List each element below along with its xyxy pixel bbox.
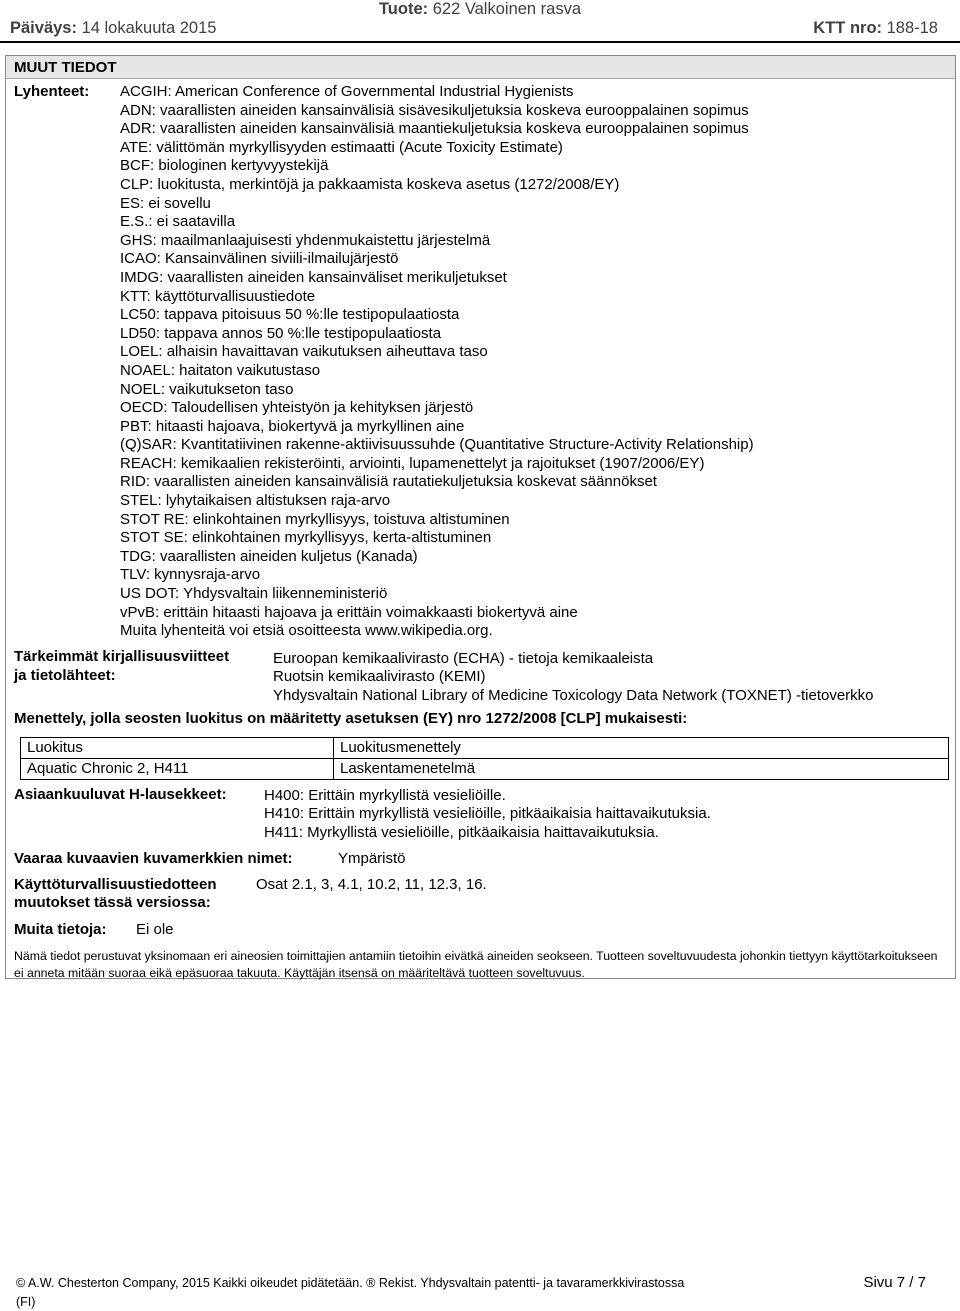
abbreviation-item: KTT: käyttöturvallisuustiedote (120, 287, 316, 305)
abbreviation-item: NOEL: vaikutukseton taso (120, 380, 294, 398)
copyright-text: © A.W. Chesterton Company, 2015 Kaikki oikeudet pidätetään. ® Rekist. Yhdysvaltain patentti- ja tavaramerkkivirastossa (16, 1276, 685, 1290)
ktt-line (813, 19, 938, 38)
abbreviation-item: Muita lyhenteitä voi etsiä osoitteesta www.wikipedia.org. (120, 622, 493, 640)
abbreviations-label: Lyhenteet: (14, 83, 90, 100)
product-label: Tuote: (378, 0, 429, 18)
table-row (21, 759, 949, 780)
abbreviation-item: ICAO: Kansainvälinen siviili-ilmailujärjestö (120, 250, 399, 268)
pictogram-label: Vaaraa kuvaavien kuvamerkkien nimet: (14, 850, 293, 867)
product-line (0, 0, 960, 19)
abbreviation-item: LC50: tappava pitoisuus 50 %:lle testipopulaatiosta (120, 306, 460, 324)
abbreviation-item: TDG: vaarallisten aineiden kuljetus (Kanada) (120, 547, 418, 565)
abbreviation-item: PBT: hitaasti hajoava, biokertyvä ja myrkyllinen aine (120, 417, 465, 435)
abbreviation-item: US DOT: Yhdysvaltain liikenneministeriö (120, 585, 388, 603)
reference-item: Ruotsin kemikaalivirasto (KEMI) (273, 668, 486, 686)
table-cell-method: Laskentamenetelmä (334, 759, 949, 780)
date-value: 14 lokakuuta 2015 (81, 19, 217, 37)
abbreviation-item: BCF: biologinen kertyvyystekijä (120, 157, 329, 175)
other-info-value: Ei ole (136, 921, 174, 938)
pictogram-value: Ympäristö (338, 850, 406, 867)
abbreviation-item: LOEL: alhaisin havaittavan vaikutuksen aiheuttava taso (120, 343, 488, 361)
abbreviation-item: IMDG: vaarallisten aineiden kansainväliset merikuljetukset (120, 268, 507, 286)
abbreviation-item: ADN: vaarallisten aineiden kansainvälisiä sisävesikuljetuksia koskeva eurooppalainen sopimus (120, 101, 749, 119)
abbreviation-item: ES: ei sovellu (120, 194, 211, 212)
section-title-bar (6, 56, 955, 79)
classification-table (20, 737, 949, 780)
h-statement: H400: Erittäin myrkyllistä vesieliöille. (264, 787, 506, 804)
ktt-label: KTT nro: (813, 19, 883, 37)
references-list (273, 650, 874, 705)
date-line (10, 19, 216, 38)
abbreviation-item: CLP: luokitusta, merkintöjä ja pakkaamista koskeva asetus (1272/2008/EY) (120, 175, 620, 193)
abbreviation-item: ADR: vaarallisten aineiden kansainvälisiä maantiekuljetuksia koskeva eurooppalainen sopimus (120, 120, 749, 138)
ktt-value: 188-18 (886, 19, 938, 37)
disclaimer-text: Nämä tiedot perustuvat yksinomaan eri aineosien toimittajien antamiin tietoihin eivätkä aineiden seokseen. Tuotteen soveltuvuudesta johonkin tiettyyn käyttötarkoitukseen ei anneta mitään suoraa eikä epäsuoraa takuuta. Käyttäjän itsensä on määriteltävä tuotteen soveltuvuus. (14, 949, 938, 980)
abbreviation-item: STOT RE: elinkohtainen myrkyllisyys, toistuva altistuminen (120, 510, 510, 528)
abbreviation-item: TLV: kynnysraja-arvo (120, 566, 261, 584)
table-header-classification: Luokitus (21, 738, 334, 759)
h-statements-list (264, 787, 711, 842)
references-label-line1: Tärkeimmät kirjallisuusviitteet (14, 648, 230, 665)
table-header-row (21, 738, 949, 759)
abbreviation-item: REACH: kemikaalien rekisteröinti, arviointi, lupamenettelyt ja rajoitukset (1907/2006/EY) (120, 454, 705, 472)
abbreviation-item: GHS: maailmanlaajuisesti yhdenmukaistettu järjestelmä (120, 231, 491, 249)
classification-method-heading: Menettely, jolla seosten luokitus on määritetty asetuksen (EY) nro 1272/2008 [CLP] mukaisesti: (14, 710, 688, 727)
product-value: 622 Valkoinen rasva (432, 0, 582, 18)
page-number: Sivu 7 / 7 (863, 1274, 926, 1291)
reference-item: Yhdysvaltain National Library of Medicine Toxicology Data Network (TOXNET) -tietoverkko (273, 686, 874, 704)
table-cell-classification: Aquatic Chronic 2, H411 (21, 759, 334, 780)
abbreviation-item: (Q)SAR: Kvantitatiivinen rakenne-aktiivisuussuhde (Quantitative Structure-Activity Relationship) (120, 436, 754, 454)
abbreviation-item: NOAEL: haitaton vaikutustaso (120, 361, 321, 379)
changes-label-line2: muutokset tässä versiossa: (14, 894, 211, 911)
abbreviation-item: OECD: Taloudellisen yhteistyön ja kehityksen järjestö (120, 399, 474, 417)
section-title: MUUT TIEDOT (14, 59, 117, 76)
abbreviation-item: ATE: välittömän myrkyllisyyden estimaatti (Acute Toxicity Estimate) (120, 138, 563, 156)
changes-label-line1: Käyttöturvallisuustiedotteen (14, 876, 217, 893)
abbreviation-item: ACGIH: American Conference of Governmental Industrial Hygienists (120, 83, 574, 100)
h-statement: H410: Erittäin myrkyllistä vesieliöille, pitkäaikaisia haittavaikutuksia. (264, 805, 711, 823)
abbreviation-item: STOT SE: elinkohtainen myrkyllisyys, kerta-altistuminen (120, 529, 492, 547)
h-statement: H411: Myrkyllistä vesieliöille, pitkäaikaisia haittavaikutuksia. (264, 823, 659, 841)
table-header-method: Luokitusmenettely (334, 738, 949, 759)
abbreviation-item: STEL: lyhytaikaisen altistuksen raja-arvo (120, 492, 391, 510)
header-rule (0, 41, 960, 43)
page-header (0, 0, 960, 44)
abbreviation-item: RID: vaarallisten aineiden kansainvälisiä rautatiekuljetuksia koskevat säännökset (120, 473, 657, 491)
references-label-line2: ja tietolähteet: (14, 667, 116, 684)
language-code: (FI) (16, 1295, 36, 1309)
other-info-label: Muita tietoja: (14, 921, 107, 938)
date-label: Päiväys: (10, 19, 77, 37)
reference-item: Euroopan kemikaalivirasto (ECHA) - tietoja kemikaaleista (273, 650, 654, 667)
abbreviation-item: LD50: tappava annos 50 %:lle testipopulaatiosta (120, 324, 442, 342)
h-statements-label: Asiaankuuluvat H-lausekkeet: (14, 786, 227, 803)
abbreviation-item: vPvB: erittäin hitaasti hajoava ja erittäin voimakkaasti biokertyvä aine (120, 603, 578, 621)
abbreviation-item: E.S.: ei saatavilla (120, 213, 236, 231)
other-info-section (5, 55, 956, 979)
changes-value: Osat 2.1, 3, 4.1, 10.2, 11, 12.3, 16. (256, 876, 487, 893)
abbreviations-list (120, 83, 754, 641)
